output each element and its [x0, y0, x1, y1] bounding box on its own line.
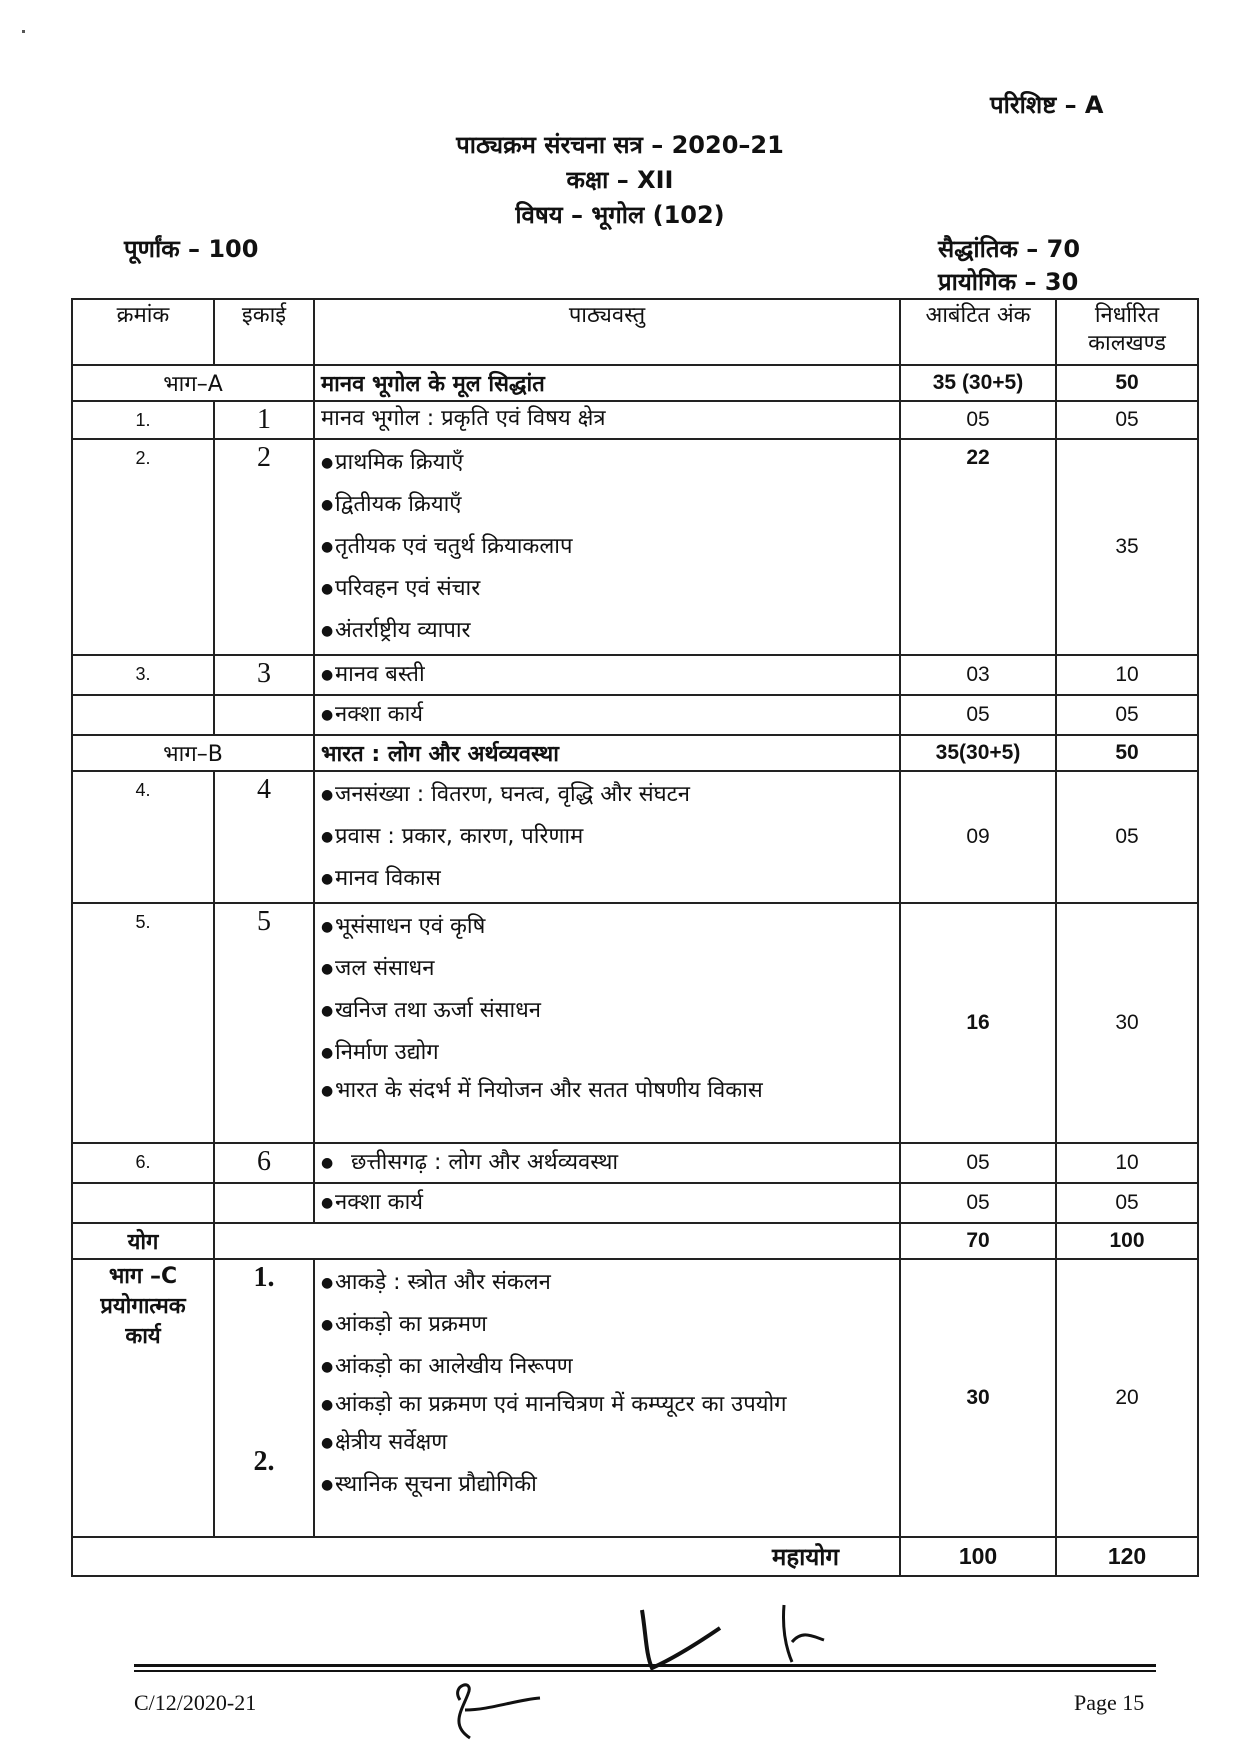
row-content	[314, 1183, 900, 1223]
practical-marks: प्रायोगिक – 30	[938, 268, 1079, 296]
total-row	[72, 1223, 1198, 1259]
grand-total-marks: 100	[900, 1537, 1056, 1576]
annexure-label: परिशिष्ट – A	[990, 91, 1104, 119]
part-c-marks: 30	[900, 1259, 1056, 1537]
row-marks: 05	[900, 695, 1056, 735]
scan-speck	[22, 30, 25, 33]
row-sno: 3.	[72, 655, 214, 695]
row-unit: 3	[214, 655, 314, 695]
part-c-units	[214, 1259, 314, 1537]
row-content	[314, 1259, 900, 1537]
total-marks: 70	[900, 1223, 1056, 1259]
topic-list	[321, 442, 893, 652]
syllabus-table	[71, 298, 1199, 1577]
table-row	[72, 401, 1198, 439]
row-content	[314, 1143, 900, 1183]
row-unit: 2	[214, 439, 314, 655]
row-content	[314, 903, 900, 1143]
list-item: ● नक्शा कार्य	[321, 698, 893, 732]
part-b-label: भाग–B	[72, 735, 314, 771]
row-sno: 6.	[72, 1143, 214, 1183]
row-sno: 1.	[72, 401, 214, 439]
list-item: ● मानव विकास	[321, 858, 893, 900]
row-periods: 35	[1056, 439, 1198, 655]
list-item: ● स्थानिक सूचना प्रौद्योगिकी	[321, 1464, 893, 1506]
table-row	[72, 1183, 1198, 1223]
theory-marks: सैद्धांतिक – 70	[938, 235, 1081, 263]
table-row	[72, 1143, 1198, 1183]
part-c-label-line: भाग –C	[108, 1264, 178, 1289]
list-item: ● जल संसाधन	[321, 948, 893, 990]
row-unit: 4	[214, 771, 314, 903]
col-header-marks: आबंटित अंक	[900, 299, 1056, 365]
list-item: ● जनसंख्या : वितरण, घनत्व, वृद्धि और संघटन	[321, 774, 893, 816]
part-c-row	[72, 1259, 1198, 1537]
total-periods: 100	[1056, 1223, 1198, 1259]
topic-list	[321, 1262, 893, 1506]
row-unit: 5	[214, 903, 314, 1143]
row-unit: 1	[214, 401, 314, 439]
list-item: ● नक्शा कार्य	[321, 1186, 893, 1220]
list-item: ● द्वितीयक क्रियाएँ	[321, 484, 893, 526]
topic-list	[321, 774, 893, 900]
row-unit-empty	[214, 1183, 314, 1223]
row-marks: 16	[900, 903, 1056, 1143]
row-periods: 10	[1056, 655, 1198, 695]
list-item: ● आकड़े : स्त्रोत और संकलन	[321, 1262, 893, 1304]
list-item: ● आंकड़ो का प्रक्रमण	[321, 1304, 893, 1346]
syllabus-title: पाठ्यक्रम संरचना सत्र – 2020–21	[456, 131, 784, 159]
list-item: ● भारत के संदर्भ में नियोजन और सतत पोषणीय विकास	[321, 1074, 893, 1108]
document-id: C/12/2020-21	[134, 1690, 257, 1715]
list-item: ● निर्माण उद्योग	[321, 1032, 893, 1074]
row-periods: 10	[1056, 1143, 1198, 1183]
part-c-label-line: कार्य	[125, 1324, 161, 1349]
list-item: ● खनिज तथा ऊर्जा संसाधन	[321, 990, 893, 1032]
col-header-content: पाठ्यवस्तु	[314, 299, 900, 365]
part-a-row	[72, 365, 1198, 401]
row-periods: 05	[1056, 695, 1198, 735]
table-row	[72, 439, 1198, 655]
list-item: ● भूसंसाधन एवं कृषि	[321, 906, 893, 948]
row-unit: 6	[214, 1143, 314, 1183]
total-label: योग	[72, 1223, 214, 1259]
part-c-label	[72, 1259, 214, 1537]
full-marks: पूर्णांक – 100	[124, 235, 259, 263]
page-number: Page 15	[1074, 1690, 1145, 1715]
row-sno-empty	[72, 1183, 214, 1223]
topic-list	[321, 1186, 893, 1220]
table-row	[72, 771, 1198, 903]
row-content: मानव भूगोल : प्रकृति एवं विषय क्षेत्र	[314, 401, 900, 439]
part-a-label: भाग–A	[72, 365, 314, 401]
row-sno-empty	[72, 695, 214, 735]
part-b-periods: 50	[1056, 735, 1198, 771]
col-header-sno: क्रमांक	[72, 299, 214, 365]
part-a-title: मानव भूगोल के मूल सिद्धांत	[314, 365, 900, 401]
topic-list	[321, 698, 893, 732]
row-unit-empty	[214, 695, 314, 735]
list-item: ● क्षेत्रीय सर्वेक्षण	[321, 1422, 893, 1464]
footer-rule	[134, 1664, 1156, 1667]
part-b-row	[72, 735, 1198, 771]
topic-list	[321, 1146, 893, 1180]
grand-total-label: महायोग	[72, 1537, 900, 1576]
list-item: ● परिवहन एवं संचार	[321, 568, 893, 610]
row-content	[314, 439, 900, 655]
row-sno: 4.	[72, 771, 214, 903]
row-sno: 5.	[72, 903, 214, 1143]
row-marks: 05	[900, 1183, 1056, 1223]
table-header-row	[72, 299, 1198, 365]
row-marks: 05	[900, 401, 1056, 439]
list-item: ● आंकड़ो का आलेखीय निरूपण	[321, 1346, 893, 1388]
row-periods: 05	[1056, 771, 1198, 903]
row-sno: 2.	[72, 439, 214, 655]
part-b-title: भारत : लोग और अर्थव्यवस्था	[314, 735, 900, 771]
part-c-unit-2: 2.	[253, 1446, 275, 1477]
part-a-periods: 50	[1056, 365, 1198, 401]
row-periods: 05	[1056, 1183, 1198, 1223]
grand-total-periods: 120	[1056, 1537, 1198, 1576]
part-c-label-line: प्रयोगात्मक	[100, 1294, 186, 1319]
row-periods: 05	[1056, 401, 1198, 439]
list-item: ● प्राथमिक क्रियाएँ	[321, 442, 893, 484]
footer-rule	[134, 1670, 1156, 1672]
row-marks: 03	[900, 655, 1056, 695]
part-a-marks: 35 (30+5)	[900, 365, 1056, 401]
row-content	[314, 655, 900, 695]
topic-list	[321, 658, 893, 692]
row-marks: 09	[900, 771, 1056, 903]
table-row	[72, 695, 1198, 735]
list-item: ● आंकड़ो का प्रक्रमण एवं मानचित्रण में कम्प्यूटर का उपयोग	[321, 1388, 893, 1422]
subject-label: विषय – भूगोल (102)	[515, 201, 725, 229]
list-item: ● अंतर्राष्ट्रीय व्यापार	[321, 610, 893, 652]
col-header-unit: इकाई	[214, 299, 314, 365]
class-label: कक्षा – XII	[566, 166, 674, 194]
part-b-marks: 35(30+5)	[900, 735, 1056, 771]
row-periods: 30	[1056, 903, 1198, 1143]
row-marks: 22	[900, 439, 1056, 655]
row-content	[314, 695, 900, 735]
row-marks: 05	[900, 1143, 1056, 1183]
list-item: ● तृतीयक एवं चतुर्थ क्रियाकलाप	[321, 526, 893, 568]
topic-list	[321, 906, 893, 1108]
part-c-unit-1: 1.	[253, 1262, 275, 1293]
list-item: ● प्रवास : प्रकार, कारण, परिणाम	[321, 816, 893, 858]
list-item: ● मानव बस्ती	[321, 658, 893, 692]
total-empty	[214, 1223, 900, 1259]
list-item: ● छत्तीसगढ़ : लोग और अर्थव्यवस्था	[321, 1146, 893, 1180]
part-c-periods: 20	[1056, 1259, 1198, 1537]
grand-total-row	[72, 1537, 1198, 1576]
col-header-periods: निर्धारित कालखण्ड	[1056, 299, 1198, 365]
table-row	[72, 903, 1198, 1143]
row-content	[314, 771, 900, 903]
table-row	[72, 655, 1198, 695]
